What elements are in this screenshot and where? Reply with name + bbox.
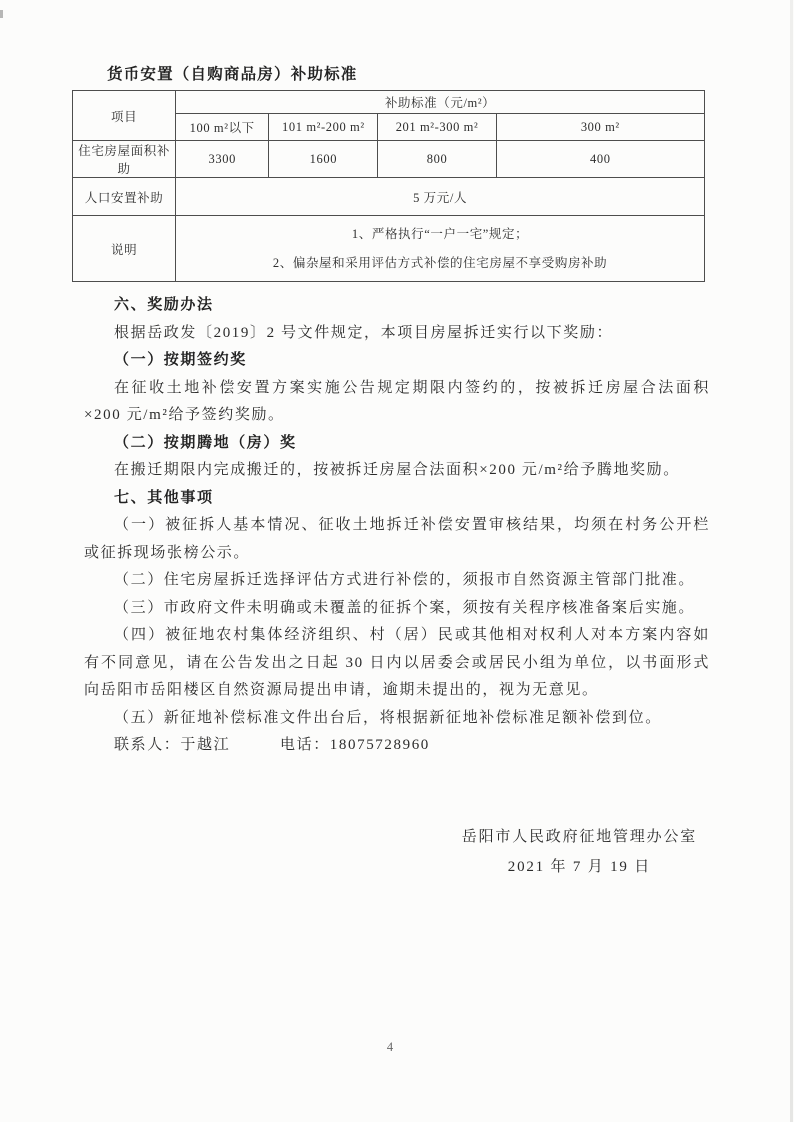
value-cell: 1600 — [269, 141, 378, 178]
header-cell-item: 项目 — [73, 91, 176, 141]
table-row — [73, 141, 705, 178]
paragraph: 在搬迁期限内完成搬迁的，按被拆迁房屋合法面积×200 元/m²给予腾地奖励。 — [114, 462, 680, 478]
contact-line: 联系人：于越江 电话：18075728960 — [114, 737, 430, 753]
signature-office: 岳阳市人民政府征地管理办公室 — [461, 828, 697, 845]
header-cell-range-4: 300 m² — [496, 114, 704, 141]
paragraph: （五）新征地补偿标准文件出台后，将根据新征地补偿标准足额补偿到位。 — [114, 709, 662, 726]
page-number: 4 — [386, 1040, 394, 1054]
paragraph: （一）被征拆人基本情况、征收土地拆迁补偿安置审核结果，均须在村务公开栏或征拆现场张榜公示。 — [84, 517, 710, 561]
signature-date: 2021 年 7 月 19 日 — [507, 858, 652, 875]
header-cell-range-3: 201 m²-300 m² — [378, 114, 496, 141]
table-title: 货币安置（自购商品房）补助标准 — [107, 66, 358, 83]
table-row — [73, 178, 705, 216]
value-cell: 800 — [378, 141, 496, 178]
row-label-area-subsidy: 住宅房屋面积补助 — [73, 141, 176, 178]
page-edge-shadow — [790, 0, 793, 1122]
subsection-heading-vacating-reward: （二）按期腾地（房）奖 — [114, 434, 297, 451]
header-cell-range-2: 101 m²-200 m² — [269, 114, 378, 141]
value-cell-population: 5 万元/人 — [176, 178, 705, 216]
paragraph: 在征收土地补偿安置方案实施公告规定期限内签约的，按被拆迁房屋合法面积×200 元/m²给予签约奖励。 — [84, 379, 710, 423]
header-cell-standard: 补助标准（元/m²） — [176, 91, 705, 114]
value-cell: 3300 — [176, 141, 269, 178]
table-row — [73, 91, 705, 114]
note-line-2: 2、偏杂屋和采用评估方式补偿的住宅房屋不享受购房补助 — [272, 255, 608, 270]
document-body — [84, 292, 710, 760]
paragraph: （三）市政府文件未明确或未覆盖的征拆个案，须按有关程序核准备案后实施。 — [114, 599, 696, 616]
signature-block — [462, 822, 697, 882]
section-heading-other-matters: 七、其他事项 — [114, 489, 214, 506]
paragraph: （二）住宅房屋拆迁选择评估方式进行补偿的，须报市自然资源主管部门批准。 — [114, 572, 696, 588]
subsection-heading-signing-reward: （一）按期签约奖 — [114, 352, 247, 368]
scan-artifact — [0, 10, 3, 18]
notes-cell — [176, 216, 705, 282]
paragraph: （四）被征地农村集体经济组织、村（居）民或其他相对权利人对本方案内容如有不同意见，请在公告发出之日起 30 日内以居委会或居民小组为单位，以书面形式向岳阳市岳阳楼区自然资源局提出申请，逾期未提出的，视为无意见。 — [84, 627, 710, 698]
section-heading-rewards: 六、奖励办法 — [114, 297, 214, 313]
value-cell: 400 — [496, 141, 704, 178]
row-label-notes: 说明 — [73, 216, 176, 282]
subsidy-table — [72, 90, 705, 282]
row-label-population-subsidy: 人口安置补助 — [73, 178, 176, 216]
note-line-1: 1、严格执行“一户一宅”规定； — [351, 226, 529, 241]
paragraph: 根据岳政发〔2019〕2 号文件规定，本项目房屋拆迁实行以下奖励： — [114, 324, 614, 341]
table-row — [73, 216, 705, 282]
header-cell-range-1: 100 m²以下 — [176, 114, 269, 141]
